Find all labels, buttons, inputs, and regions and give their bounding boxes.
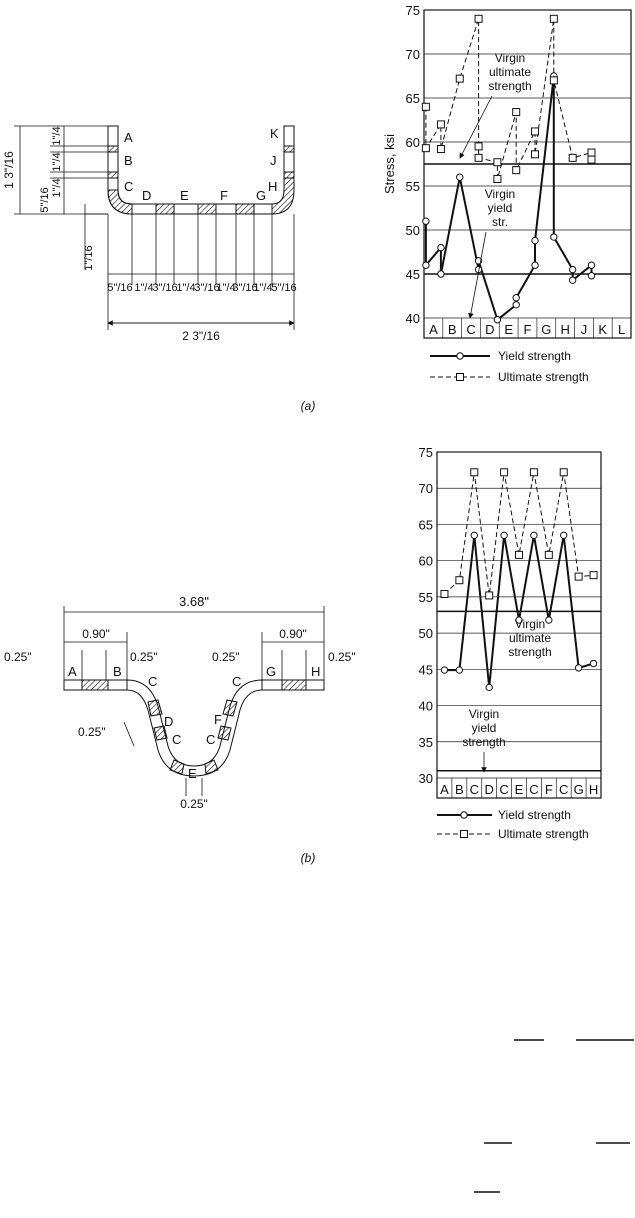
yield-strength-point [441, 667, 447, 673]
dim-b-right-flange: 0.90" [279, 627, 307, 641]
yield-strength-point [513, 295, 519, 301]
ultimate-strength-point [532, 128, 539, 135]
yield-strength-point [494, 317, 500, 323]
ultimate-strength-point [494, 175, 501, 182]
dim-b-left-gap: 0.25" [130, 650, 158, 664]
ultimate-strength-point [475, 143, 482, 150]
ultimate-strength-point [516, 551, 523, 558]
annotation-virgin-yield: yield [487, 201, 513, 215]
y-axis-label: Stress, ksi [382, 134, 397, 194]
x-category-label: G [573, 782, 584, 797]
x-category-label: F [523, 322, 532, 337]
ultimate-strength-point [590, 572, 597, 579]
dim-b-left-edge: 0.25" [4, 650, 32, 664]
x-category-label: C [559, 782, 569, 797]
x-category-label: G [541, 322, 552, 337]
dim-overall-height: 1 3"/16 [2, 151, 16, 189]
x-category-label: B [455, 782, 464, 797]
chart-a [382, 3, 631, 384]
yield-strength-point [532, 237, 538, 243]
dim-b-1: 5"/16 [107, 282, 133, 294]
y-tick-label: 65 [405, 91, 420, 106]
y-tick-label: 75 [418, 445, 433, 460]
y-tick-label: 50 [405, 223, 420, 238]
yield-strength-point [546, 617, 552, 623]
y-tick-label: 40 [418, 698, 433, 714]
x-category-label: K [598, 322, 608, 337]
dim-b-5: 3"/16 [194, 282, 220, 294]
annotation-virgin-yield: Virgin [468, 707, 500, 721]
ultimate-strength-point [532, 151, 539, 158]
x-category-label: A [429, 322, 438, 337]
dim-seg-3: 1"/4 [51, 178, 63, 198]
label-b-c4: C [232, 674, 242, 689]
yield-strength-point [456, 667, 462, 673]
y-tick-label: 60 [405, 135, 420, 150]
annotation-virgin-ultimate: strength [488, 79, 532, 93]
yield-strength-point [423, 218, 429, 224]
x-category-label: E [504, 322, 514, 337]
legend-label: Ultimate strength [498, 827, 589, 841]
ultimate-strength-point [471, 469, 478, 476]
annotation-virgin-ultimate: Virgin [494, 51, 526, 65]
yield-strength-point [486, 684, 492, 690]
ultimate-strength-point [437, 121, 444, 128]
y-tick-label: 40 [405, 311, 420, 326]
dim-seg-4: 5"/16 [39, 187, 51, 213]
x-category-label: D [484, 782, 494, 797]
label-b-c2: C [172, 732, 182, 747]
dim-b-7: 3"/16 [232, 282, 258, 294]
ultimate-strength-point [588, 156, 595, 163]
label-b-c1: C [148, 674, 158, 689]
annotation-virgin-yield: yield [471, 721, 497, 735]
ultimate-strength-point [545, 551, 552, 558]
x-category-label: C [469, 782, 479, 797]
ultimate-strength-point [456, 75, 463, 82]
yield-strength-point [588, 273, 594, 279]
y-tick-label: 65 [418, 517, 433, 533]
ultimate-strength-point [560, 469, 567, 476]
x-category-label: H [560, 322, 570, 337]
label-b-h: H [311, 664, 321, 679]
y-tick-label: 35 [418, 734, 433, 750]
yield-strength-point [438, 244, 444, 250]
y-tick-label: 70 [405, 47, 420, 62]
legend-label: Yield strength [498, 349, 571, 363]
label-g: G [256, 188, 267, 203]
dim-b-8: 1"/4 [253, 282, 273, 294]
label-a: A [124, 130, 133, 145]
label-b-e: E [188, 766, 197, 781]
y-tick-label: 55 [418, 589, 433, 605]
yield-strength-point [569, 266, 575, 272]
yield-strength-point [513, 302, 519, 308]
y-tick-label: 55 [405, 179, 420, 194]
ultimate-strength-point [501, 469, 508, 476]
label-c: C [124, 179, 134, 194]
x-category-label: H [588, 782, 599, 797]
ultimate-strength-point [494, 159, 501, 166]
legend [430, 349, 589, 384]
dim-b-6: 1"/4 [216, 282, 236, 294]
segment-e [174, 204, 198, 214]
segment-j [284, 152, 294, 172]
dims-bottom-a [107, 214, 296, 343]
dim-overall-width: 2 3"/16 [182, 329, 220, 343]
yield-strength-point [471, 532, 477, 538]
ultimate-strength-point [456, 577, 463, 584]
annotation-virgin-yield: Virgin [484, 187, 516, 201]
yield-strength-point [588, 262, 594, 268]
x-category-label: J [580, 322, 588, 337]
y-tick-label: 45 [405, 267, 420, 282]
gauge-ab [108, 146, 118, 152]
ultimate-strength-point [530, 469, 537, 476]
label-b-b: B [113, 664, 122, 679]
ultimate-strength-point [513, 109, 520, 116]
segment-f [216, 204, 236, 214]
legend [437, 808, 589, 841]
yield-strength-point [501, 532, 507, 538]
x-category-label: B [447, 322, 457, 337]
gauge-de [156, 204, 174, 214]
segment-d [132, 204, 156, 214]
ultimate-strength-point [475, 154, 482, 161]
y-tick-label: 70 [418, 481, 433, 497]
ultimate-strength-point [486, 592, 493, 599]
plot-frame [424, 10, 631, 338]
dim-b-overall-width: 3.68" [179, 594, 209, 609]
y-tick-label: 75 [405, 3, 420, 18]
dim-b-9: 5"/16 [271, 282, 297, 294]
dim-b-4: 1"/4 [176, 282, 196, 294]
yield-strength-point [575, 665, 581, 671]
yield-strength-point [532, 262, 538, 268]
x-category-label: L [617, 322, 626, 337]
gauge-bc [108, 172, 118, 178]
ultimate-strength-point [422, 145, 429, 152]
x-category-label: A [440, 782, 449, 797]
label-d: D [142, 188, 152, 203]
gauge-ef [198, 204, 216, 214]
ultimate-strength-point [513, 167, 520, 174]
dim-b-thickness: 0.25" [78, 725, 106, 739]
dim-bottom-thickness: 1"/16 [83, 245, 95, 271]
dim-seg-2: 1"/4 [51, 152, 63, 172]
ultimate-strength-point [569, 154, 576, 161]
x-category-label: E [514, 782, 524, 797]
label-e: E [180, 188, 189, 203]
ultimate-strength-point [575, 573, 582, 580]
dim-b-right-gap: 0.25" [212, 650, 240, 664]
ultimate-strength-point [441, 590, 448, 597]
yield-strength-point [590, 660, 596, 666]
label-b-f: F [214, 712, 222, 727]
yield-strength-point [531, 532, 537, 538]
legend-label: Ultimate strength [498, 370, 589, 384]
annotation-virgin-ultimate: Virgin [514, 617, 546, 631]
caption-a: (a) [300, 399, 316, 413]
ultimate-strength-point [588, 149, 595, 156]
ultimate-strength-point [475, 15, 482, 22]
dim-b-bottom: 0.25" [180, 797, 208, 811]
yield-strength-point [569, 277, 575, 283]
label-k: K [270, 126, 279, 141]
hat-section-b [4, 594, 356, 811]
annotation-virgin-yield: str. [491, 215, 509, 229]
x-category-label: D [485, 322, 495, 337]
page-fragments [474, 1040, 634, 1192]
gauge-fg [236, 204, 254, 214]
ultimate-strength-line [445, 472, 594, 595]
segment-k [284, 126, 294, 146]
dim-b-right-edge: 0.25" [328, 650, 356, 664]
annotation-virgin-ultimate: ultimate [488, 65, 532, 79]
x-category-label: C [466, 322, 476, 337]
caption-b: (b) [300, 851, 316, 865]
annotation-virgin-ultimate: strength [508, 645, 552, 659]
chart-b [419, 445, 601, 841]
yield-strength-point [438, 271, 444, 277]
ultimate-strength-point [422, 103, 429, 110]
label-b-d: D [164, 714, 174, 729]
yield-strength-point [561, 532, 567, 538]
section-labels-a [124, 126, 279, 203]
label-b-g: G [266, 664, 277, 679]
segment-g [254, 204, 272, 214]
y-tick-label: 60 [418, 553, 433, 569]
yield-strength-point [457, 174, 463, 180]
ultimate-strength-line [426, 19, 592, 179]
dim-b-left-flange: 0.90" [82, 627, 110, 641]
y-tick-label: 50 [418, 626, 433, 642]
y-tick-label: 30 [418, 771, 433, 786]
yield-strength-point [423, 262, 429, 268]
y-tick-label: 45 [418, 662, 433, 678]
label-b-c3: C [206, 732, 216, 747]
dim-b-3: 3"/16 [152, 282, 178, 294]
label-b: B [124, 153, 133, 168]
dim-b-2: 1"/4 [134, 282, 154, 294]
yield-strength-point [551, 234, 557, 240]
annotation-virgin-ultimate: ultimate [508, 631, 552, 645]
label-j: J [270, 153, 277, 168]
annotation-virgin-yield: strength [462, 735, 506, 749]
ultimate-strength-point [550, 15, 557, 22]
segment-a [108, 126, 118, 146]
x-category-label: C [529, 782, 539, 797]
dims-left-a [2, 126, 108, 271]
dim-seg-1: 1"/4 [51, 126, 63, 146]
segment-b [108, 152, 118, 172]
x-category-label: C [499, 782, 509, 797]
ultimate-strength-point [437, 146, 444, 153]
label-h: H [268, 179, 278, 194]
legend-label: Yield strength [498, 808, 571, 822]
ultimate-strength-point [550, 77, 557, 84]
label-b-a: A [68, 664, 77, 679]
label-f: F [220, 188, 228, 203]
x-category-label: F [544, 782, 553, 797]
